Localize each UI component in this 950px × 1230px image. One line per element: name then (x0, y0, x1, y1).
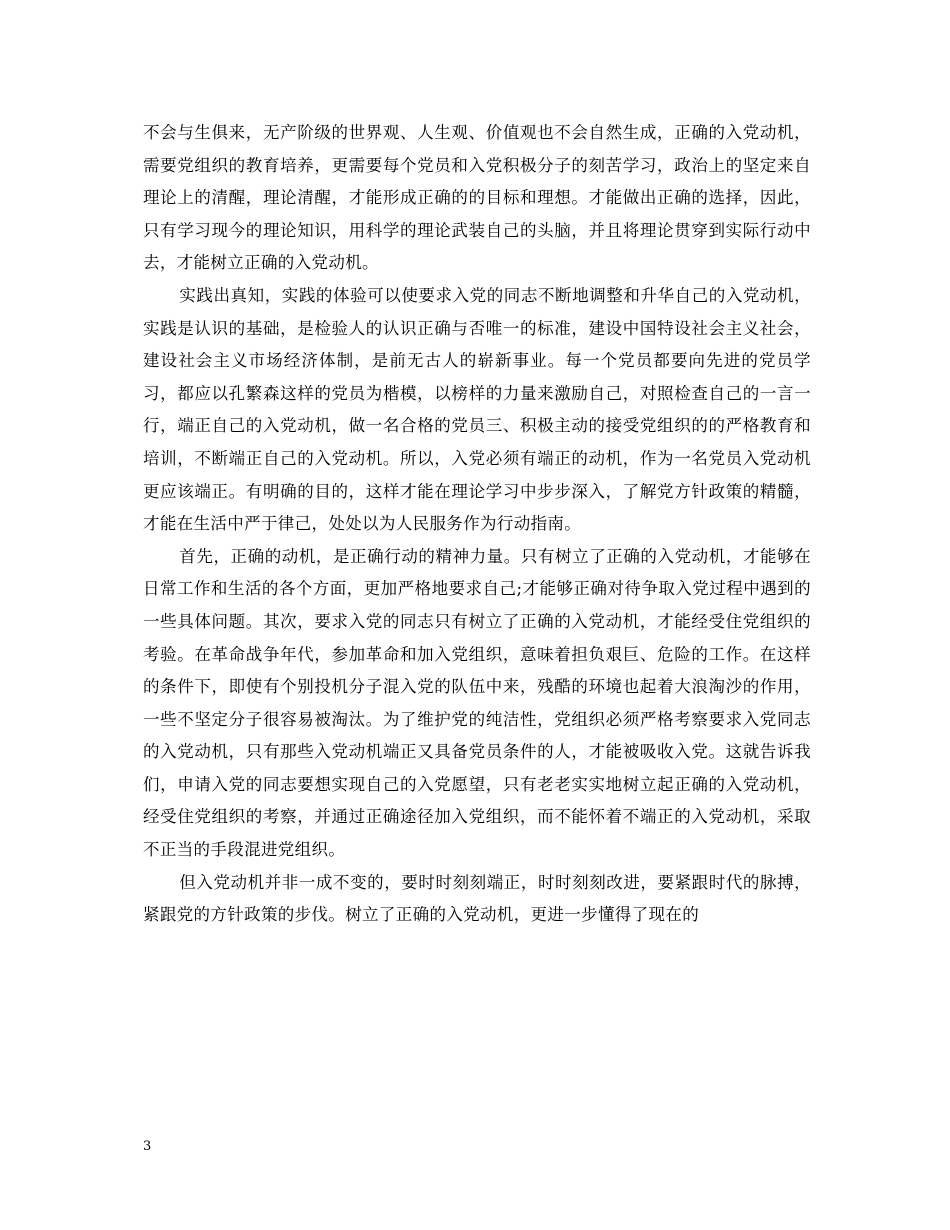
document-body (143, 117, 811, 932)
paragraph: 不会与生俱来，无产阶级的世界观、人生观、价值观也不会自然生成，正确的入党动机，需要党组织的教育培养，更需要每个党员和入党积极分子的刻苦学习，政治上的坚定来自理论上的清醒，理论清醒，才能形成正确的的目标和理想。才能做出正确的选择，因此，只有学习现今的理论知识，用科学的理论武装自己的头脑，并且将理论贯穿到实际行动中去，才能树立正确的入党动机。 (143, 123, 811, 273)
page-number: 3 (143, 1139, 152, 1154)
paragraph: 但入党动机并非一成不变的，要时时刻刻端正，时时刻刻改进，要紧跟时代的脉搏，紧跟党的方针政策的步伐。树立了正确的入党动机，更进一步懂得了现在的 (143, 872, 811, 925)
paragraph: 实践出真知，实践的体验可以使要求入党的同志不断地调整和升华自己的入党动机，实践是认识的基础，是检验人的认识正确与否唯一的标准，建设中国特设社会主义社会，建设社会主义市场经济体制，是前无古人的崭新事业。每一个党员都要向先进的党员学习，都应以孔繁森这样的党员为楷模，以榜样的力量来激励自己，对照检查自己的一言一行，端正自己的入党动机，做一名合格的党员三、积极主动的接受党组织的的严格教育和培训，不断端正自己的入党动机。所以，入党必须有端正的动机，作为一名党员入党动机更应该端正。有明确的目的，这样才能在理论学习中步步深入，了解党方针政策的精髓，才能在生活中严于律己，处处以为人民服务作为行动指南。 (143, 285, 811, 534)
paragraph: 首先，正确的动机，是正确行动的精神力量。只有树立了正确的入党动机，才能够在日常工作和生活的各个方面，更加严格地要求自己;才能够正确对待争取入党过程中遇到的一些具体问题。其次，要求入党的同志只有树立了正确的入党动机，才能经受住党组织的考验。在革命战争年代，参加革命和加入党组织，意味着担负艰巨、危险的工作。在这样的条件下，即使有个别投机分子混入党的队伍中来，残酷的环境也起着大浪淘沙的作用，一些不坚定分子很容易被淘汰。为了维护党的纯洁性，党组织必须严格考察要求入党同志的入党动机，只有那些入党动机端正又具备党员条件的人，才能被吸收入党。这就告诉我们，申请入党的同志要想实现自己的入党愿望，只有老老实实地树立起正确的入党动机，经受住党组织的考察，并通过正确途径加入党组织，而不能怀着不端正的入党动机，采取不正当的手段混进党组织。 (143, 546, 811, 860)
